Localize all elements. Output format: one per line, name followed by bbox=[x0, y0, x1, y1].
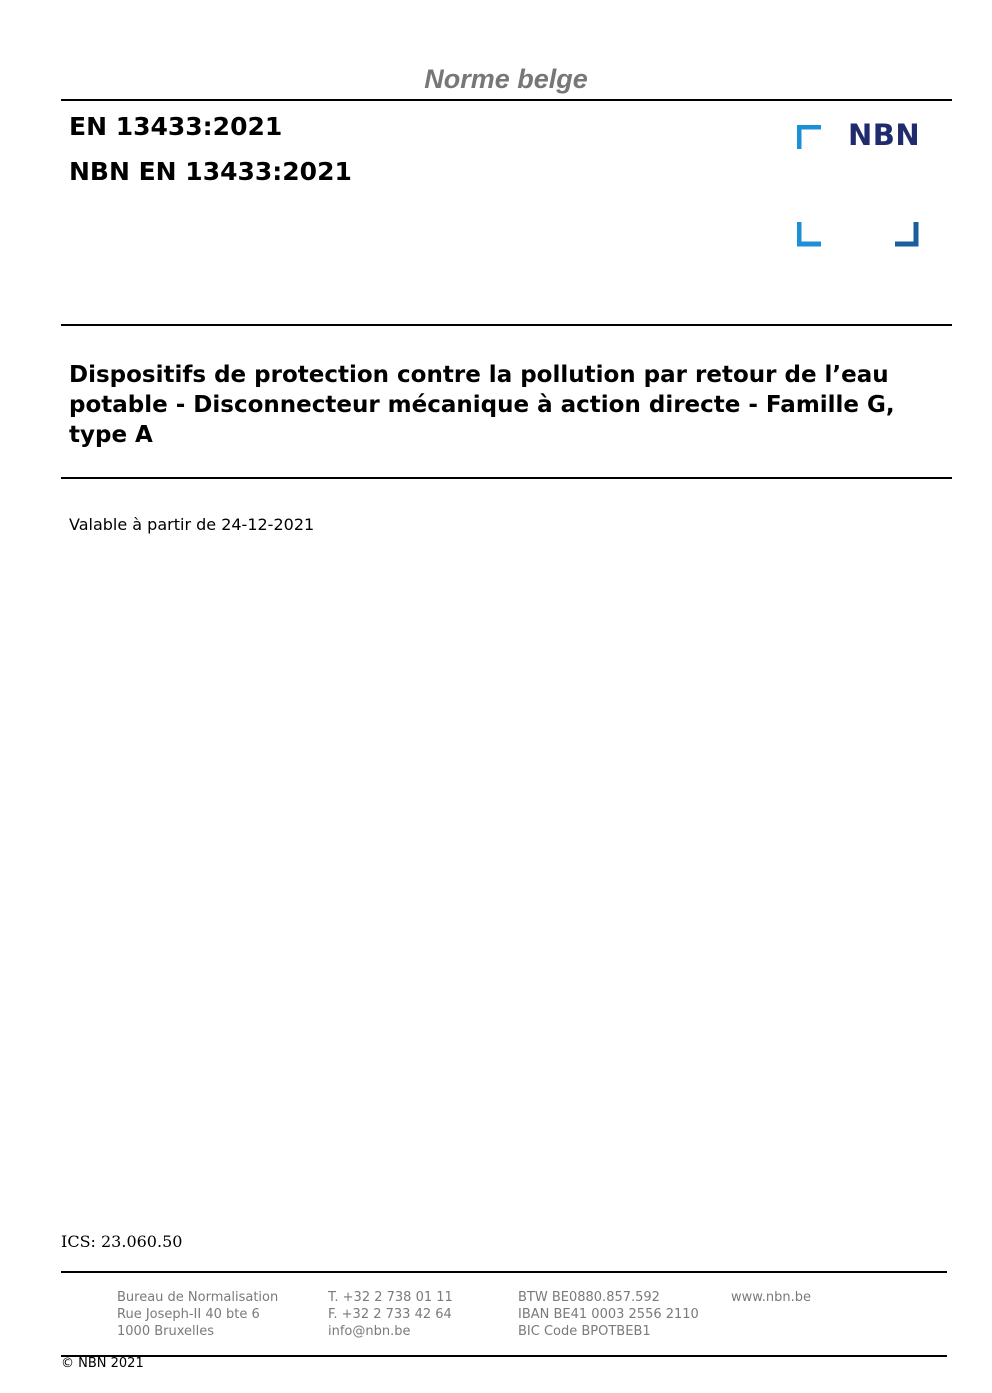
document-type-label: Norme belge bbox=[424, 64, 588, 94]
vat-number: BTW BE0880.857.592 bbox=[518, 1290, 660, 1305]
footer-line: Bureau de Normalisation bbox=[117, 1290, 279, 1305]
ics-code: ICS: 23.060.50 bbox=[61, 1232, 183, 1251]
footer-bank bbox=[518, 1289, 699, 1340]
phone-number: T. +32 2 738 01 11 bbox=[328, 1290, 453, 1305]
fax-number: F. +32 2 733 42 64 bbox=[328, 1307, 452, 1322]
footer-contact bbox=[328, 1289, 453, 1340]
email-link[interactable]: info@nbn.be bbox=[328, 1324, 411, 1339]
bic-code: BIC Code BPOTBEB1 bbox=[518, 1324, 651, 1339]
title-top-divider bbox=[61, 324, 952, 326]
footer-top-divider bbox=[61, 1271, 947, 1273]
footer-bottom-divider bbox=[61, 1355, 947, 1357]
title-line: potable - Disconnecteur mécanique à action directe - Famille G, bbox=[69, 392, 895, 418]
title-bottom-divider bbox=[61, 477, 952, 479]
logo-text: NBN bbox=[848, 118, 921, 152]
footer-line: 1000 Bruxelles bbox=[117, 1324, 215, 1339]
footer-address bbox=[117, 1289, 278, 1340]
en-standard-code: EN 13433:2021 bbox=[69, 112, 283, 141]
document-title bbox=[69, 360, 929, 450]
footer-web bbox=[731, 1289, 811, 1306]
nbn-standard-code: NBN EN 13433:2021 bbox=[69, 157, 352, 186]
title-line: Dispositifs de protection contre la pollution par retour de l’eau bbox=[69, 362, 889, 388]
website-link[interactable]: www.nbn.be bbox=[731, 1290, 811, 1305]
footer-line: Rue Joseph-II 40 bte 6 bbox=[117, 1307, 260, 1322]
top-divider bbox=[61, 99, 952, 101]
title-line: type A bbox=[69, 422, 153, 448]
validity-date: Valable à partir de 24-12-2021 bbox=[69, 515, 315, 534]
copyright: © NBN 2021 bbox=[61, 1356, 144, 1371]
iban: IBAN BE41 0003 2556 2110 bbox=[518, 1307, 699, 1322]
